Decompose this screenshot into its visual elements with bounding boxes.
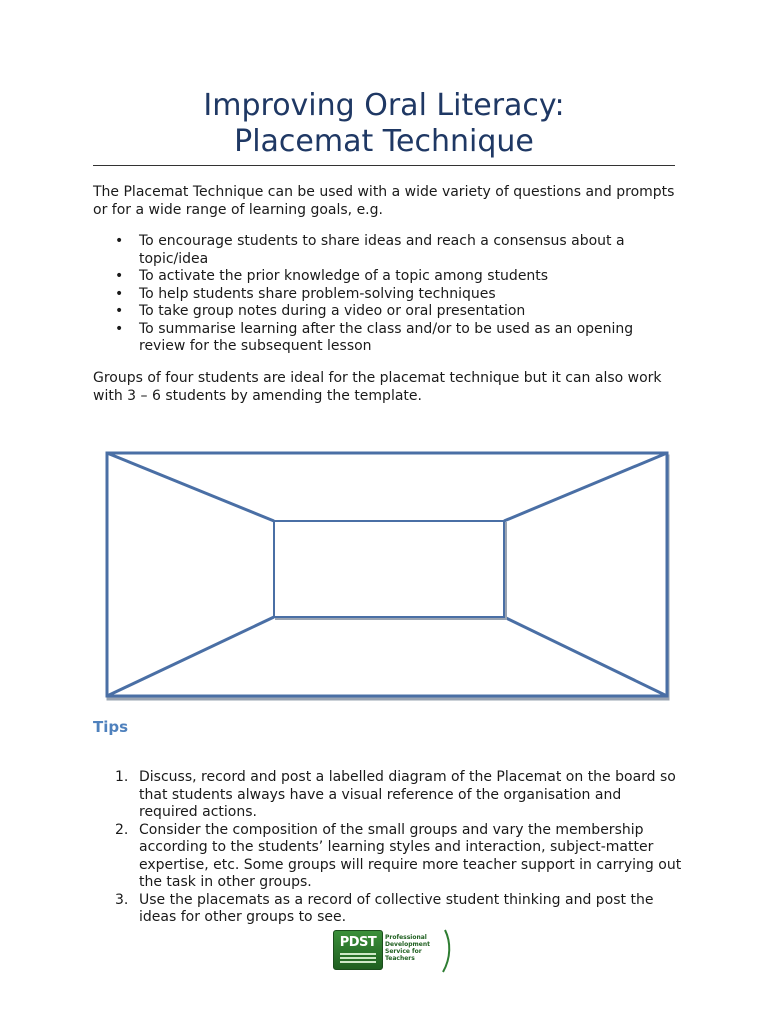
pdst-logo-text: [385, 934, 449, 962]
pdst-logo-swoosh-icon: [441, 928, 453, 974]
title-divider: [93, 165, 675, 166]
pdst-logo-stripes: [340, 953, 376, 965]
bullet-icon: •: [115, 303, 124, 319]
bullet-icon: •: [115, 268, 124, 284]
bullet-icon: •: [115, 233, 124, 249]
tips-heading: Tips: [93, 718, 129, 736]
placemat-center-box: [274, 521, 504, 617]
list-item-text: To take group notes during a video or oral presentation: [139, 303, 526, 319]
list-item: [93, 321, 683, 356]
list-item-text: To help students share problem-solving techniques: [139, 285, 496, 302]
intro-paragraph: The Placemat Technique can be used with a wide variety of questions and prompts or for a wide range of learning goals, e.g.: [93, 184, 675, 218]
page-title: [93, 88, 675, 160]
pdst-logo-line-1: Professional: [385, 934, 427, 941]
title-line-1: Improving Oral Literacy:: [203, 88, 565, 123]
title-line-2: Placemat Technique: [234, 124, 534, 159]
list-item: [93, 268, 683, 286]
goals-bullet-list: [93, 233, 683, 356]
list-item: [93, 286, 683, 304]
pdst-logo-line-3: Service for Teachers: [385, 948, 422, 962]
list-item: [93, 303, 683, 321]
list-item-text: Discuss, record and post a labelled diagram of the Placemat on the board so that students always have a visual reference of the organisation and required actions.: [139, 769, 676, 820]
bullet-icon: •: [115, 285, 124, 302]
pdst-logo-line-2: Development: [385, 941, 430, 948]
pdst-logo-badge: [333, 930, 383, 970]
list-item-text: To summarise learning after the class and/or to be used as an opening review for the subsequent lesson: [139, 320, 634, 354]
pdst-logo-badge-text: PDST: [339, 935, 377, 950]
list-item: [93, 822, 683, 892]
pdst-logo: [333, 928, 453, 974]
groups-paragraph: Groups of four students are ideal for the placemat technique but it can also work with 3 – 6 students by amending the template.: [93, 370, 662, 404]
list-number: 1.: [115, 769, 129, 785]
bullet-icon: •: [115, 320, 124, 337]
list-item-text: Use the placemats as a record of collective student thinking and post the ideas for other groups to see.: [139, 891, 654, 925]
list-item-text: To activate the prior knowledge of a topic among students: [139, 268, 549, 284]
list-item: [93, 892, 683, 927]
list-item: [93, 233, 683, 268]
list-number: 3.: [115, 891, 129, 908]
list-item: [93, 769, 683, 822]
tips-numbered-list: [93, 769, 683, 927]
list-number: 2.: [115, 821, 129, 838]
list-item-text: Consider the composition of the small groups and vary the membership according to the students’ learning styles and interaction, subject-matter expertise, etc. Some groups will require more teacher support in carrying out the task in other groups.: [139, 821, 682, 890]
list-item-text: To encourage students to share ideas and reach a consensus about a topic/idea: [139, 233, 625, 267]
placemat-diagram: [100, 446, 672, 708]
